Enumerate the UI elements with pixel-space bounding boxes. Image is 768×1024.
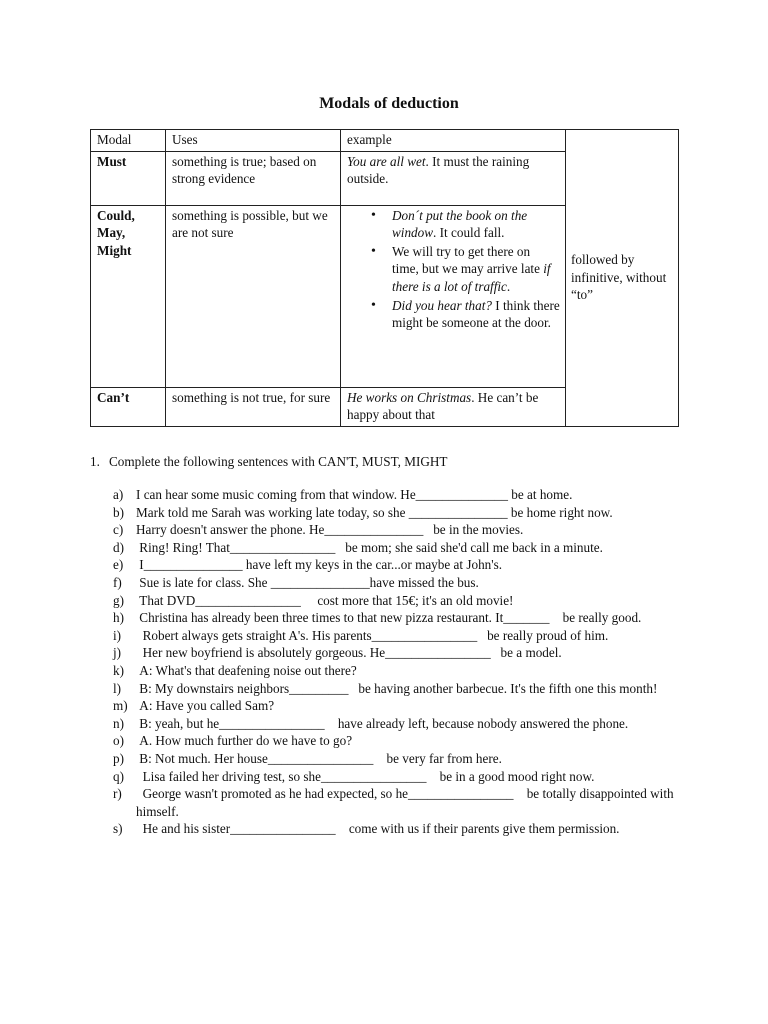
item-sentence: George wasn't promoted as he had expected, so he________________ be totally disappointed with himself. <box>136 786 677 819</box>
item-sentence: A: What's that deafening noise out there? <box>136 662 357 678</box>
list-item <box>113 521 693 539</box>
example-could-1-italic: Don´t put the book on the window <box>392 207 528 241</box>
example-could-2-plain: We will try to get there on time, but we may arrive late <box>392 243 544 277</box>
list-item <box>113 662 693 680</box>
item-sentence: Harry doesn't answer the phone. He_______________ be in the movies. <box>136 522 524 538</box>
item-sentence: Robert always gets straight A's. His parents________________ be really proud of him. <box>136 627 609 643</box>
item-letter: p) <box>113 750 124 766</box>
list-item <box>113 504 693 522</box>
list-item <box>113 574 693 592</box>
item-sentence: A. How much further do we have to go? <box>136 733 353 749</box>
list-item <box>113 715 693 733</box>
item-letter: k) <box>113 662 124 678</box>
exercise-items <box>113 486 693 838</box>
exercise-number: 1. <box>90 454 100 469</box>
list-item <box>113 785 693 820</box>
list-item <box>113 680 693 698</box>
item-letter: c) <box>113 522 124 538</box>
exercise-instruction: Complete the following sentences with CAN'T, MUST, MIGHT <box>109 454 448 469</box>
example-must-rest: . It must the raining outside. <box>347 153 530 187</box>
item-sentence: I_______________ have left my keys in the car...or maybe at John's. <box>136 557 503 573</box>
item-letter: d) <box>113 539 124 555</box>
item-sentence: B: Not much. Her house________________ be very far from here. <box>136 750 502 766</box>
item-letter: h) <box>113 610 124 626</box>
list-item <box>113 697 693 715</box>
page-title: Modals of deduction <box>319 95 459 112</box>
example-cant-rest: . He can’t be happy about that <box>347 389 539 423</box>
item-letter: s) <box>113 821 123 837</box>
list-item <box>113 820 693 838</box>
list-item <box>113 592 693 610</box>
modal-cant: Can’t <box>91 387 166 426</box>
item-letter: l) <box>113 680 122 696</box>
header-uses: Uses <box>166 130 341 152</box>
table-header-row <box>91 130 679 152</box>
list-item <box>113 750 693 768</box>
list-item <box>113 539 693 557</box>
item-sentence: Lisa failed her driving test, so she________________ be in a good mood right now. <box>136 768 595 784</box>
item-letter: o) <box>113 733 124 749</box>
example-could-1 <box>392 207 560 242</box>
item-letter: r) <box>113 786 122 802</box>
item-sentence: He and his sister________________ come with us if their parents give them permission. <box>136 821 620 837</box>
item-letter: g) <box>113 592 124 608</box>
header-example: example <box>341 130 566 152</box>
example-could-1-rest: . It could fall. <box>433 225 505 241</box>
example-must-italic: You are all wet <box>347 153 426 169</box>
item-sentence: A: Have you called Sam? <box>136 698 275 714</box>
uses-cant: something is not true, for sure <box>166 387 341 426</box>
item-sentence: Christina has already been three times to that new pizza restaurant. It_______ be really good. <box>136 610 642 626</box>
list-item <box>113 644 693 662</box>
modal-could-may-might <box>91 205 166 387</box>
item-sentence: Ring! Ring! That________________ be mom; she said she'd call me back in a minute. <box>136 539 603 555</box>
exercise-heading <box>90 453 448 471</box>
item-sentence: That DVD________________ cost more that 15€; it's an old movie! <box>136 592 514 608</box>
item-letter: b) <box>113 504 124 520</box>
example-could-3 <box>392 297 560 332</box>
item-letter: f) <box>113 574 122 590</box>
example-cant-italic: He works on Christmas <box>347 389 472 405</box>
example-could-2-italic: if there is a lot of traffic <box>392 261 551 294</box>
list-item <box>113 486 693 504</box>
item-letter: n) <box>113 715 124 731</box>
example-cant <box>341 387 566 426</box>
item-sentence: Her new boyfriend is absolutely gorgeous. He________________ be a model. <box>136 645 562 661</box>
item-letter: j) <box>113 645 122 661</box>
example-must <box>341 151 566 205</box>
item-letter: e) <box>113 557 124 573</box>
list-item <box>113 556 693 574</box>
modal-must: Must <box>91 151 166 205</box>
item-sentence: Mark told me Sarah was working late today, so she _______________ be home right now. <box>136 504 613 520</box>
list-item <box>113 609 693 627</box>
example-list <box>347 207 560 332</box>
uses-must: something is true; based on strong evidence <box>166 151 341 205</box>
list-item <box>113 732 693 750</box>
item-sentence: Sue is late for class. She _______________have missed the bus. <box>136 574 479 590</box>
example-could-2-end: . <box>506 278 511 294</box>
example-could-3-rest: I think there might be someone at the door. <box>392 297 560 331</box>
modal-might: Might <box>97 242 132 258</box>
item-letter: i) <box>113 627 122 643</box>
list-item <box>113 768 693 786</box>
item-sentence: B: yeah, but he________________ have already left, because nobody answered the phone. <box>136 715 629 731</box>
item-letter: a) <box>113 487 124 502</box>
modals-table <box>90 129 679 427</box>
item-sentence: I can hear some music coming from that window. He______________ be at home. <box>136 487 573 502</box>
modal-may: May, <box>97 225 126 241</box>
example-could-3-italic: Did you hear that? <box>392 297 492 313</box>
item-letter: q) <box>113 768 124 784</box>
list-item <box>113 627 693 645</box>
item-sentence: B: My downstairs neighbors_________ be having another barbecue. It's the fifth one this month! <box>136 680 658 696</box>
header-modal: Modal <box>91 130 166 152</box>
item-letter: m) <box>113 698 128 714</box>
side-note: followed by infinitive, without “to” <box>566 130 679 427</box>
modal-could: Could, <box>97 207 135 223</box>
uses-could: something is possible, but we are not sure <box>166 205 341 387</box>
example-could-2 <box>392 243 560 296</box>
example-could <box>341 205 566 387</box>
